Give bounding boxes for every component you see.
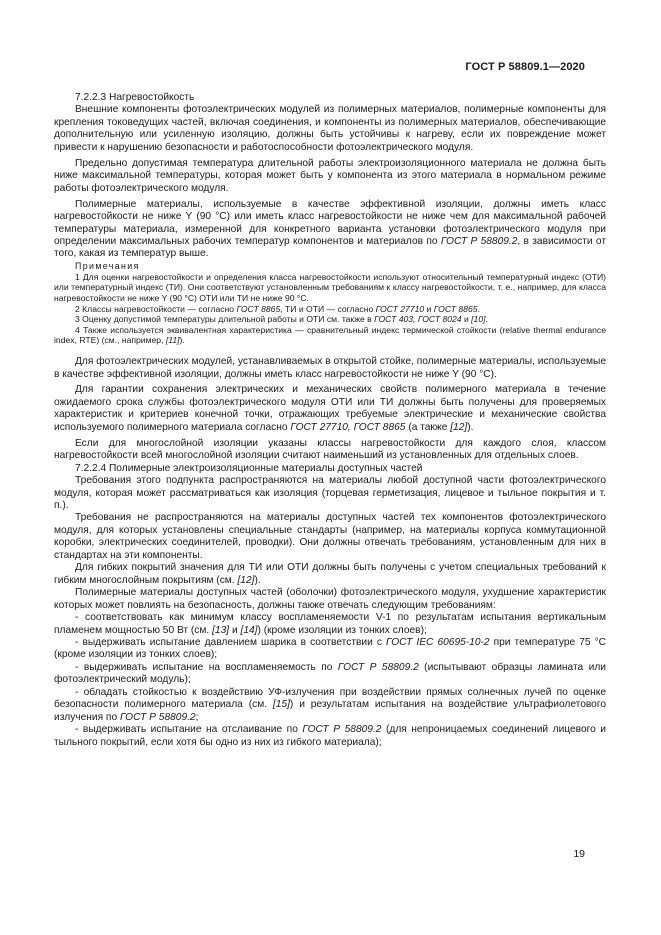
paragraph-4: Для фотоэлектрических модулей, устанавливаемых в открытой стойке, полимерные материалы, используемые в качестве эффективной изоляции, должны иметь класс нагревостойкости не ниже Y (90 °C). [54, 356, 606, 380]
note-3: 3 Оценку допустимой температуры длительной работы и ОТИ см. также в ГОСТ 403, ГОСТ 8024 и [10]. [75, 314, 488, 325]
list-item-1: - соответствовать как минимум классу воспламеняемости V-1 по результатам испытания вертикальным пламенем мощностью 50 Вт (см. [13] и [14]) (кроме изоляции из тонких слоев); [54, 612, 606, 636]
section-heading-7-2-2-4: 7.2.2.4 Полимерные электроизоляционные материалы доступных частей [75, 462, 423, 474]
section-heading-7-2-2-3: 7.2.2.3 Нагревостойкость [75, 92, 195, 103]
notes-title: Примечания [75, 260, 140, 271]
note-2: 2 Классы нагревостойкости — согласно ГОСТ 8865, ТИ и ОТИ — согласно ГОСТ 27710 и ГОСТ 8865. [75, 303, 480, 314]
paragraph-5: Для гарантии сохранения электрических и механических свойств полимерного материала в течение ожидаемого срока службы фотоэлектрического модуля ОТИ или ТИ должны быть получены для проверяемых характеристик и критериев конечной точки, отражающих требуемые электрические и механические свойства используемого полимерного материала согласно ГОСТ 27710, ГОСТ 8865 (а также [12]). [54, 384, 606, 433]
list-item-3: - выдерживать испытание на воспламеняемость по ГОСТ Р 58809.2 (испытывают образцы ламината или фотоэлектрический модуль); [54, 661, 606, 686]
paragraph-10: Полимерные материалы доступных частей (оболочки) фотоэлектрического модуля, ухудшение характеристик которых может повлиять на безопасность, должны также отвечать следующим требованиям: [54, 587, 606, 611]
page-number: 19 [573, 848, 585, 860]
list-item-5: - выдерживать испытание на отслаивание по ГОСТ Р 58809.2 (для непроницаемых соединений лицевого и тыльного покрытий, если хотя бы одно из них из гибкого материала); [54, 724, 606, 748]
paragraph-7: Требования этого подпункта распространяются на материалы любой доступной части фотоэлектрического модуля, которая может рассматриваться как изоляция (торцевая герметизация, лицевое и тыльное покрытия и т. п.). [54, 475, 606, 512]
note-4: 4 Также используется эквивалентная характеристика — сравнительный индекс термической стойкости (relative thermal endurance index, RTE) (см., например, [11]). [54, 324, 606, 346]
paragraph-9: Для гибких покрытий значения для ТИ или ОТИ должны быть получены с учетом специальных требований к гибким многослойным покрытиям (см. [12]). [54, 562, 606, 586]
document-code-header: ГОСТ Р 58809.1—2020 [465, 61, 585, 73]
document-body [54, 92, 606, 749]
paragraph-3: Полимерные материалы, используемые в качестве эффективной изоляции, должны иметь класс нагревостойкости не ниже Y (90 °C) или иметь класс нагревостойкости не ниже чем для максимальной рабочей температуры материала, измеренной для конкретного варианта установки фотоэлектрического модуля при определении максимальных рабочих температур компонентов и материалов по ГОСТ Р 58809.2, в зависимости от того, какая из температур выше. [54, 198, 606, 260]
list-item-2: - выдерживать испытание давлением шарика в соответствии с ГОСТ IEC 60695-10-2 при температуре 75 °C (кроме изоляции из тонких слоев); [54, 637, 607, 661]
paragraph-1: Внешние компоненты фотоэлектрических модулей из полимерных материалов, полимерные компоненты для крепления токоведущих частей, включая соединения, и компоненты из полимерных материалов, обеспечивающие дополнительную или усиленную изоляцию, должны быть устойчивы к нагреву, если их повреждение может привести к нарушению безопасности и работоспособности фотоэлектрического модуля. [54, 104, 606, 153]
paragraph-8: Требования не распространяются на материалы доступных частей тех компонентов фотоэлектрического модуля, для которых установлены специальные стандарты (например, на материалы корпуса коммутационной коробки, электрических соединителей, проводки). Они должны отвечать требованиям, установленным для них в стандартах на эти компоненты. [54, 512, 606, 561]
paragraph-6: Если для многослойной изоляции указаны классы нагревостойкости для каждого слоя, классом нагревостойкости всей многослойной изоляции считают наименьший из установленных для отдельных слоев. [54, 437, 606, 462]
list-item-4: - обладать стойкостью к воздействию УФ-излучения при воздействии прямых солнечных лучей по оценке безопасности полимерного материала (см. [15]) и результатам испытания на воздействие ультрафиолетового излучения по ГОСТ Р 58809.2; [54, 686, 606, 723]
ref-gost-r-58809-2: ГОСТ Р 58809.2 [440, 235, 518, 247]
note-1: 1 Для оценки нагревостойкости и определения класса нагревостойкости используют относительный температурный индекс (ОТИ) или температурный индекс (ТИ). Они соответствуют установленным требованиям к классу нагревостойкости, т. е., например, для класса нагревостойкости не ниже Y (90 °C) ОТИ или ТИ не ниже 90 °C. [54, 271, 606, 304]
paragraph-2: Предельно допустимая температура длительной работы электроизоляционного материала не должна быть ниже максимальной температуры, которая может быть у компонента из этого материала в нормальном режиме работы фотоэлектрического модуля. [54, 157, 606, 194]
